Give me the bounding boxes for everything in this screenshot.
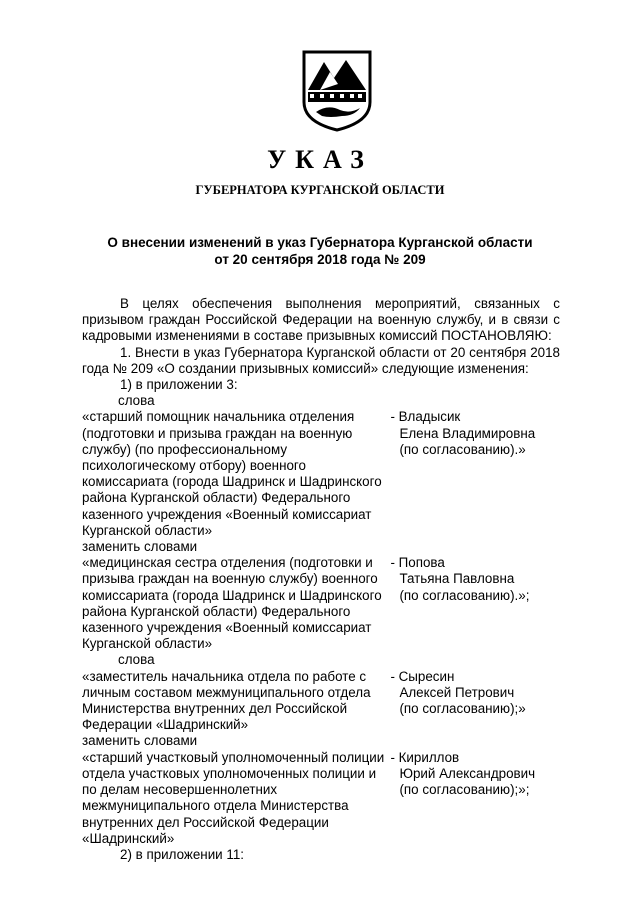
entry-person [386,409,560,539]
entry-position: «старший помощник начальника отделения (подготовки и призыва граждан на военную службу) (по профессиональному психологическому отбору) военного комиссариата (города Шадринск и Шадринского района Курганской области) Федерального казенного учреждения «Военный комиссариат Курганской области» [82,409,382,538]
coat-of-arms-icon [300,50,374,132]
heading-line-1: О внесении изменений в указ Губернатора Курганской области [107,235,533,250]
word-zamenit: заменить словами [82,539,198,555]
person-surname: - Сыресин [390,668,455,684]
entry-row [82,669,560,734]
entry-position: «заместитель начальника отдела по работе с личным составом межмуниципального отдела Министерства внутренних дел Российской Федерации «Шадринский» [82,668,371,733]
entry-position: «медицинская сестра отделения (подготовки и призыва граждан на военную службу) военного комиссариата (города Шадринск и Шадринского района Курганской области) Федерального казенного учреждения «Военный комиссариат Курганской области» [82,555,382,652]
word-zamenit: заменить словами [82,733,198,749]
person-name: Юрий Александрович [399,765,536,781]
entry-row [82,555,560,652]
person-note: (по согласованию);» [399,701,526,717]
document-title: УКАЗ [267,145,373,174]
person-note: (по согласованию).» [399,441,526,457]
person-name: Татьяна Павловна [399,571,515,587]
person-surname: - Владысик [390,409,461,425]
heading-line-2: от 20 сентября 2018 года № 209 [214,252,426,267]
person-name: Алексей Петрович [399,684,515,700]
entry-person [386,669,560,734]
word-slova: слова [118,393,155,409]
subpoint-1: 1) в приложении 3: [120,377,238,393]
point-1: 1. Внести в указ Губернатора Курганской области от 20 сентября 2018 года № 209 «О создании призывных комиссий» следующие изменения: [82,344,560,376]
entry-person [386,555,560,652]
person-note: (по согласованию);»; [399,782,530,798]
entry-person [386,750,560,847]
entry-position: «старший участковый уполномоченный полиции отдела участковых уполномоченных полиции и по делам несовершеннолетних межмуниципального отдела Министерства внутренних дел Российской Федерации «Шадринский» [82,749,385,846]
person-surname: - Кириллов [390,749,460,765]
person-name: Елена Владимировна [399,425,536,441]
document-heading [0,234,640,268]
document-subtitle: ГУБЕРНАТОРА КУРГАНСКОЙ ОБЛАСТИ [195,183,445,197]
person-note: (по согласованию).»; [399,587,530,603]
subpoint-2: 2) в приложении 11: [120,846,244,862]
document-body [82,296,560,863]
word-slova: слова [118,652,155,668]
person-surname: - Попова [390,555,445,571]
entry-row [82,409,560,539]
intro-paragraph: В целях обеспечения выполнения мероприятий, связанных с призывом граждан Российской Федерации на военную службу, и в связи с кадровыми изменениями в составе призывных комиссий ПОСТАНОВЛЯЮ: [82,296,560,344]
entry-row [82,750,560,847]
